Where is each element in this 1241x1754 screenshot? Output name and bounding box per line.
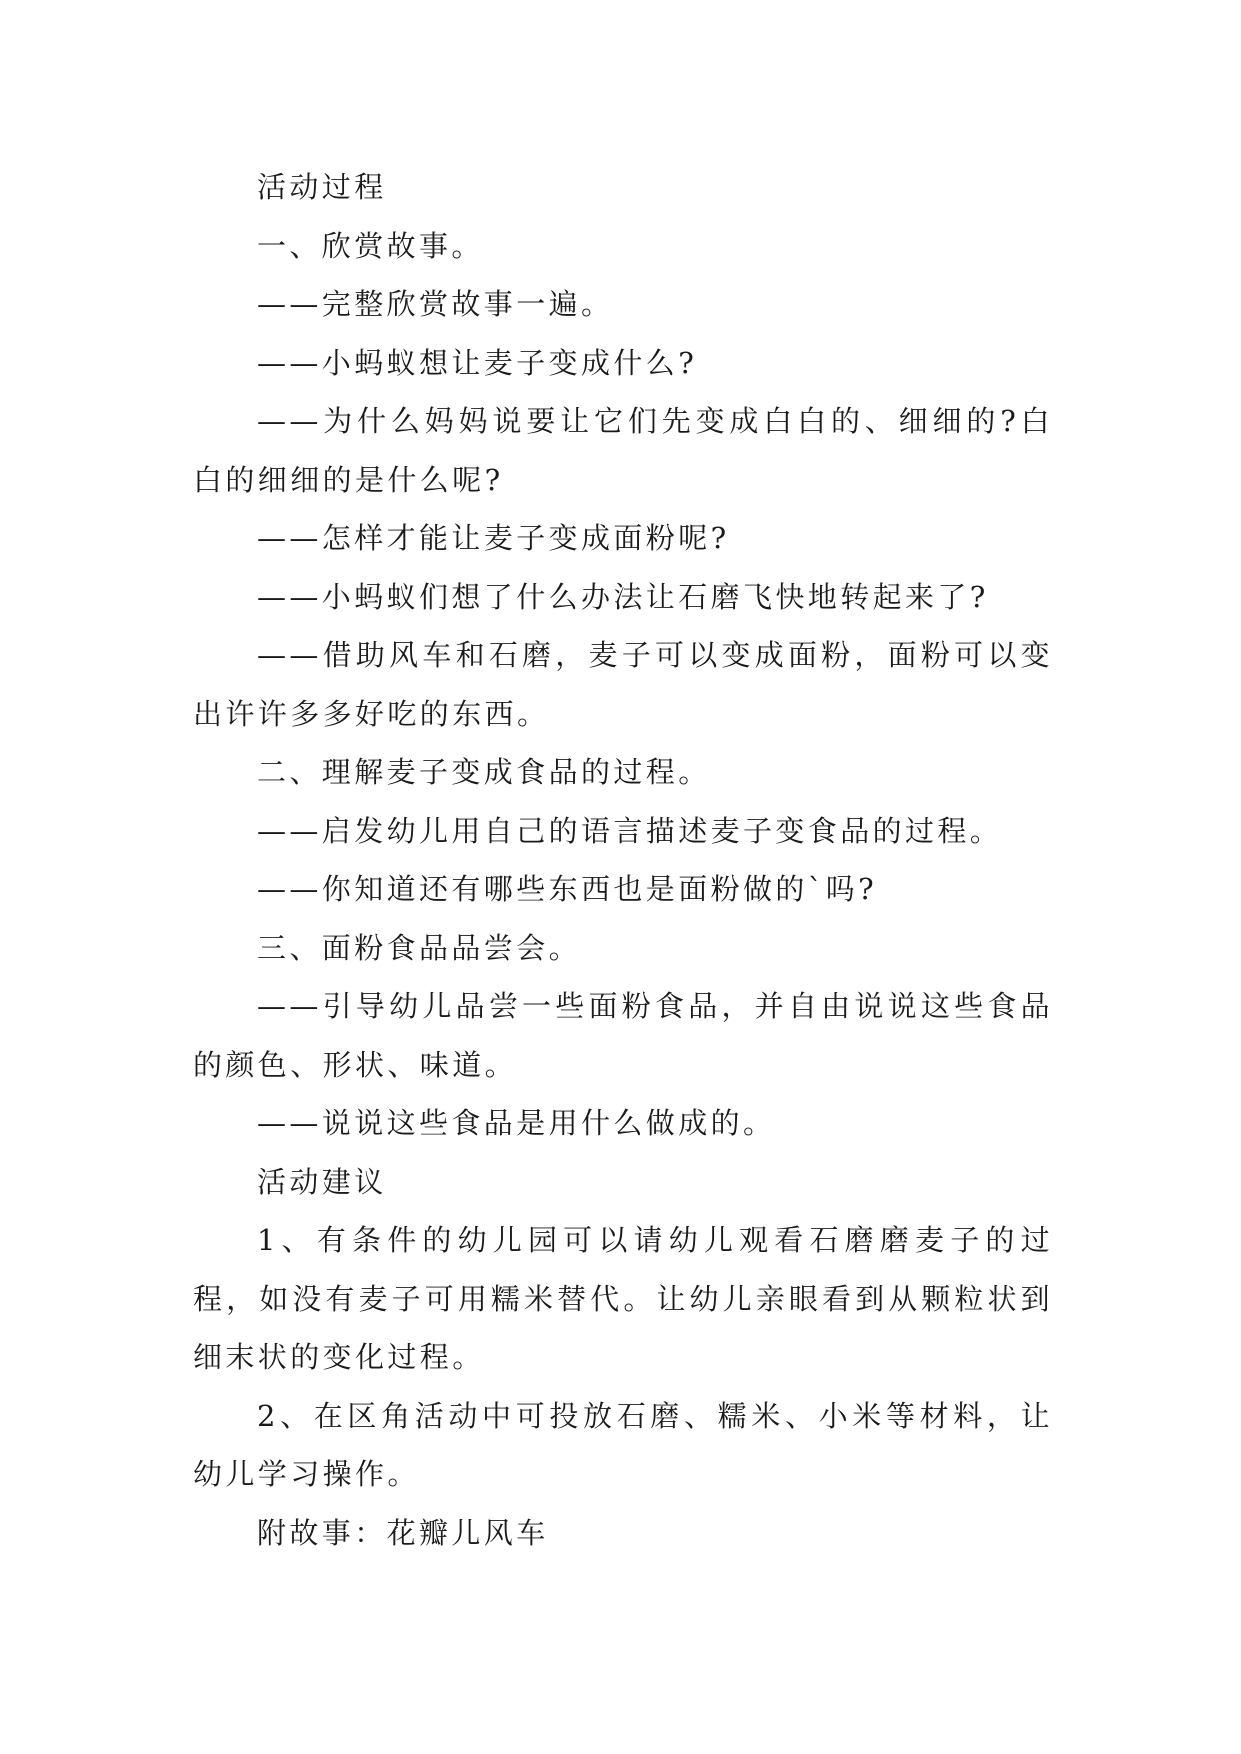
appendix-story-title: 附故事：花瓣儿风车	[257, 1515, 549, 1550]
paragraph: ——小蚂蚁想让麦子变成什么?	[257, 345, 698, 380]
paragraph: ——怎样才能让麦子变成面粉呢?	[257, 521, 730, 555]
paragraph: ——借助风车和石磨，麦子可以变成面粉，面粉可以变出许许多多好吃的东西。	[193, 638, 1053, 731]
paragraph: 2、在区角活动中可投放石磨、糯米、小米等材料，让幼儿学习操作。	[193, 1398, 1053, 1491]
paragraph: 一、欣赏故事。	[257, 228, 484, 263]
section-heading-activity-suggestions: 活动建议	[257, 1164, 387, 1199]
paragraph: ——为什么妈妈说要让它们先变成白白的、细细的?白白的细细的是什么呢?	[193, 404, 1053, 497]
paragraph: ——说说这些食品是用什么做成的。	[257, 1106, 776, 1140]
paragraph: 二、理解麦子变成食品的过程。	[257, 755, 711, 789]
paragraph: ——你知道还有哪些东西也是面粉做的`吗?	[257, 872, 878, 906]
paragraph: ——小蚂蚁们想了什么办法让石磨飞快地转起来了?	[257, 579, 989, 614]
paragraph: ——启发幼儿用自己的语言描述麦子变食品的过程。	[257, 813, 1003, 848]
paragraph: 1、有条件的幼儿园可以请幼儿观看石磨磨麦子的过程，如没有麦子可用糯米替代。让幼儿亲眼看到从颗粒状到细末状的变化过程。	[193, 1223, 1053, 1374]
paragraph: 三、面粉食品品尝会。	[257, 930, 582, 965]
section-heading-activity-process: 活动过程	[257, 170, 387, 204]
paragraph: ——完整欣赏故事一遍。	[257, 287, 614, 321]
document-body	[193, 158, 1053, 1562]
paragraph: ——引导幼儿品尝一些面粉食品，并自由说说这些食品的颜色、形状、味道。	[193, 989, 1053, 1082]
